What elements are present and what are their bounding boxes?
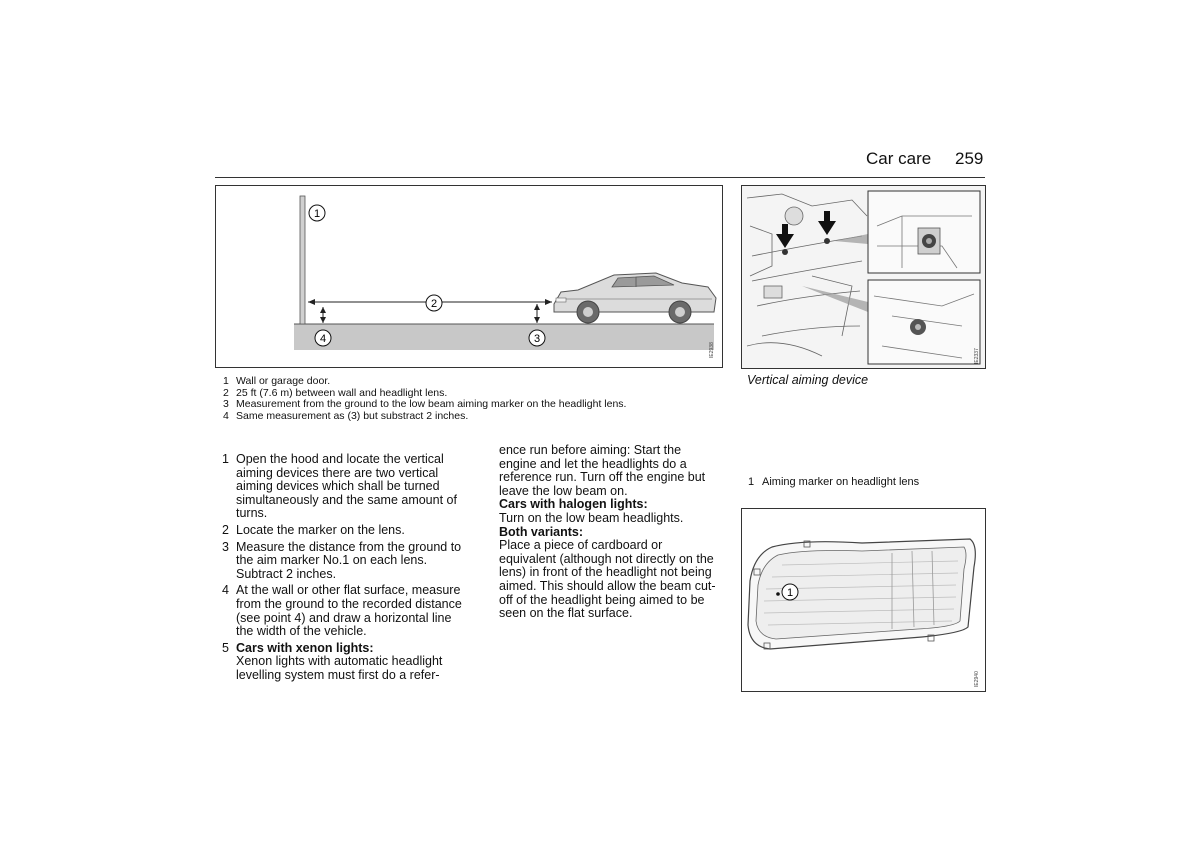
svg-text:1: 1 (786, 587, 794, 599)
both-variants-heading: Both variants: (499, 524, 584, 539)
aiming-marker (776, 592, 780, 596)
legend-item: 2 25 ft (7.6 m) between wall and headlight lens. (223, 386, 448, 399)
figure-headlight-lens (741, 508, 986, 692)
step-item: 2 Locate the marker on the lens. (222, 522, 405, 537)
continued-text: ence run before aiming: Start the engine and let the headlights do a reference run. Turn off the engine but leave the low beam on. (499, 443, 706, 498)
figure-code: IE2940 (974, 671, 980, 687)
svg-text:2: 2 (430, 298, 438, 310)
wall (300, 196, 305, 324)
xenon-text: Xenon lights with automatic headlight levelling system must first do a refer- (236, 654, 443, 682)
procedure-continued (499, 444, 721, 621)
legend-item: 4 Same measurement as (3) but substract 2 inches. (223, 409, 469, 422)
header-rule (215, 177, 985, 178)
step-item: 4 At the wall or other flat surface, measure from the ground to the recorded distance (see point 4) and draw a horizontal line the width of the vehicle. (222, 583, 462, 639)
both-variants-text: Place a piece of cardboard or equivalent (although not directly on the lens) in front of the headlight not being aimed. This should allow the beam cut-off of the headlight being aimed to be seen on the flat surface. (499, 538, 716, 621)
figure-code: IE2337 (974, 348, 980, 364)
figure-vertical-aiming-device (741, 185, 986, 369)
figure-wall-measurement (215, 185, 723, 368)
callout-1 (309, 205, 325, 221)
step-item: 5 Cars with xenon lights: Xenon lights with automatic headlight levelling system must first do a refer- (222, 642, 462, 683)
section-title: Car care (866, 149, 932, 168)
legend-item: 1 Wall or garage door. (223, 375, 331, 387)
halogen-text: Turn on the low beam headlights. (499, 510, 684, 525)
xenon-heading: Cars with xenon lights: (236, 640, 374, 655)
halogen-heading: Cars with halogen lights: (499, 497, 648, 512)
step-item: 3 Measure the distance from the ground to the aim marker No.1 on each lens. Subtract 2 inches. (222, 539, 462, 581)
svg-text:4: 4 (319, 333, 327, 345)
detail-inset-bottom (868, 280, 980, 364)
figure-caption-aiming-marker: 1 Aiming marker on headlight lens (748, 476, 920, 488)
svg-text:3: 3 (533, 333, 541, 345)
detail-inset-top (868, 191, 980, 273)
legend-item: 3 Measurement from the ground to the low beam aiming marker on the headlight lens. (223, 398, 627, 410)
callout-2 (426, 295, 442, 311)
svg-text:1: 1 (313, 208, 321, 220)
figure-legend (223, 376, 626, 422)
procedure-steps (222, 453, 462, 686)
callout-1 (782, 584, 798, 600)
figure-code: IE2938 (709, 342, 715, 358)
page-number: 259 (955, 149, 984, 168)
callout-4 (315, 330, 331, 346)
callout-3 (529, 330, 545, 346)
figure-caption-vertical-aiming: Vertical aiming device (747, 373, 869, 387)
car-illustration (554, 273, 716, 323)
step-item: 1 Open the hood and locate the vertical aiming devices there are two vertical aiming devices which shall be turned simultaneously and the same amount of turns. (222, 452, 457, 521)
ground (294, 324, 714, 350)
